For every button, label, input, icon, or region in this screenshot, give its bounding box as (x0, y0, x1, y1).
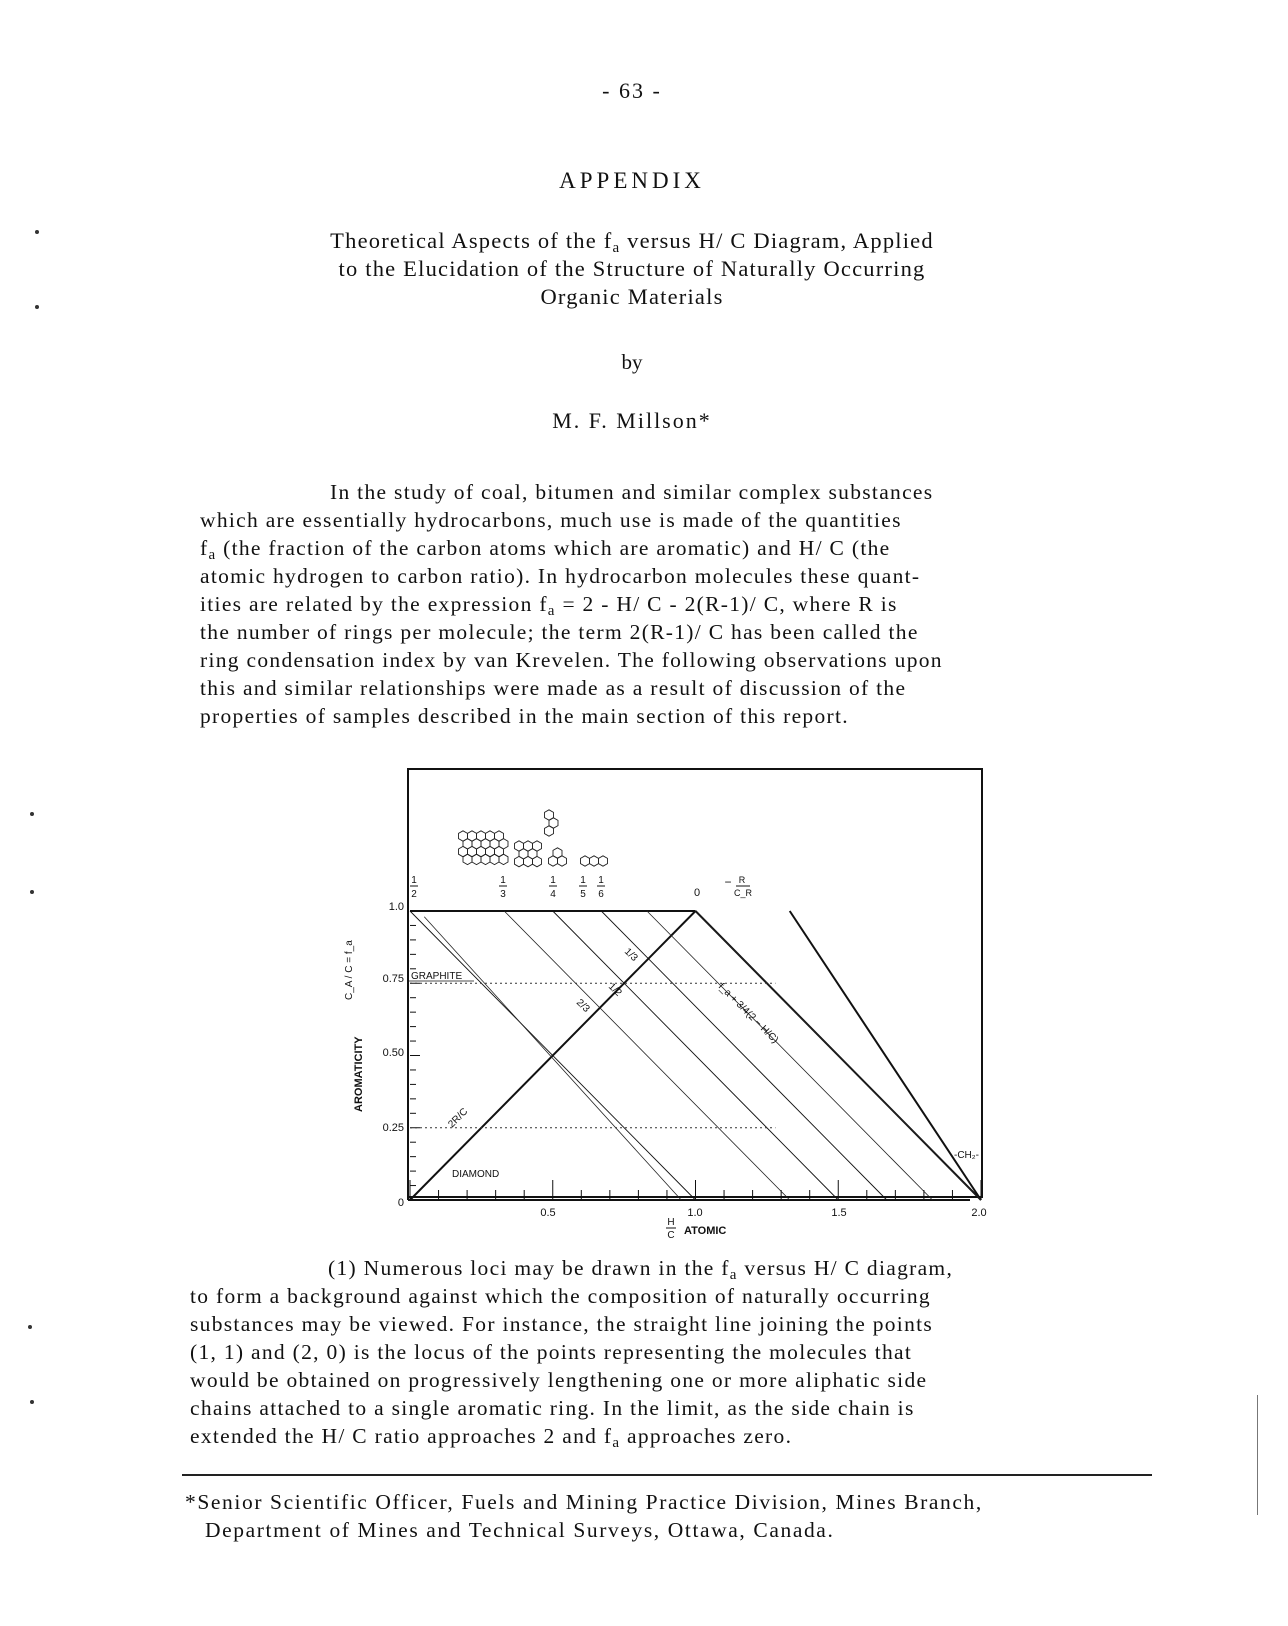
intro-line-3: $f_a$ (the fraction of the carbon atoms which are aromatic) and H/ C (the (200, 536, 891, 563)
intro-line-2: which are essentially hydrocarbons, much use is made of the quantities (200, 508, 902, 532)
intro-line-6: the number of rings per molecule; the term 2(R-1)/ C has been called the (200, 620, 919, 644)
scan-speck (30, 1400, 34, 1404)
y-tick-label: 1.0 (388, 901, 404, 913)
intro-line-4: atomic hydrogen to carbon ratio). In hydrocarbon molecules these quant- (200, 564, 921, 588)
locus-line (601, 911, 887, 1200)
hexagon-ring (499, 854, 508, 864)
footnote-line-2: Department of Mines and Technical Surveys, Ottawa, Canada. (205, 1518, 835, 1542)
ratio-sign: − (724, 875, 732, 889)
hexagon-ring (463, 854, 472, 864)
hexagon-ring (590, 856, 599, 866)
svg-text:1: 1 (550, 875, 556, 886)
obs-line-1: (1) Numerous loci may be drawn in the $f_a$ versus H/ C diagram, (328, 1256, 954, 1283)
hexagon-ring (515, 856, 524, 866)
scan-edge-line (1257, 1395, 1258, 1515)
x-axis-fraction-num: H (667, 1217, 675, 1228)
ch2-label: -CH₂- (954, 1150, 979, 1161)
diamond-label: DIAMOND (452, 1169, 500, 1180)
x-tick-label: 1.0 (687, 1207, 703, 1219)
scan-speck (30, 812, 34, 816)
svg-text:6: 6 (598, 889, 604, 900)
zero-label: 0 (693, 887, 701, 899)
title-line-1: Theoretical Aspects of the $f_a$ versus H/ C Diagram, Applied (330, 228, 934, 256)
ratio-num: R (738, 875, 746, 885)
top-fraction-labels (410, 875, 605, 900)
svg-text:1: 1 (411, 875, 417, 886)
scan-speck (35, 230, 39, 234)
title-line-3: Organic Materials (540, 284, 724, 309)
diag-label-3: 2/3 (573, 997, 592, 1015)
intro-line-8: this and similar relationships were made as a result of discussion of the (200, 676, 907, 700)
intro-line-5: ities are related by the expression $f_a = 2 - H/$ C - 2(R-1)/ C, where R is (200, 592, 898, 619)
obs-line-7: extended the H/ C ratio approaches 2 and $f_a$ approaches zero. (190, 1424, 793, 1451)
svg-text:2: 2 (411, 889, 417, 900)
scan-speck (28, 1325, 32, 1329)
y-tick-label: 0.50 (382, 1047, 404, 1059)
ratio-den: C_R (733, 888, 753, 898)
obs-line-6: chains attached to a single aromatic ring. In the limit, as the side chain is (190, 1396, 915, 1420)
hexagon-ring (490, 854, 499, 864)
svg-text:1: 1 (598, 875, 604, 886)
svg-text:3: 3 (500, 889, 506, 900)
curve-equation: f_a + 3/4(2 − H/C) (715, 981, 781, 1046)
hexagon-ring (553, 848, 562, 858)
scan-speck (30, 890, 34, 894)
y-axis-formula: C_A / C = f_a (344, 940, 355, 1000)
svg-text:1: 1 (580, 875, 586, 886)
locus-lines (410, 911, 981, 1200)
scan-speck (35, 305, 39, 309)
x-axis-fraction-den: C (667, 1230, 675, 1241)
byline: by (621, 350, 643, 374)
hexagon-ring (533, 856, 542, 866)
guide-line (647, 911, 933, 1200)
hexagon-ring (599, 856, 608, 866)
x-tick-label: 1.5 (831, 1207, 847, 1219)
locus-line (553, 911, 839, 1200)
obs-line-3: substances may be viewed. For instance, the straight line joining the points (190, 1312, 934, 1336)
author: M. F. Millson* (552, 408, 712, 433)
y-tick-label: 0.75 (382, 973, 404, 985)
intro-line-9: properties of samples described in the main section of this report. (200, 704, 849, 728)
diamond-slope-label: 2R/C (446, 1106, 471, 1131)
svg-text:1: 1 (500, 875, 506, 886)
hexagon-ring (472, 854, 481, 864)
footnote-rule (182, 1474, 1152, 1476)
diag-label-1: 1/3 (621, 946, 640, 964)
svg-text:5: 5 (580, 889, 586, 900)
x-tick-label: 2.0 (971, 1207, 987, 1219)
hexagon-ring (524, 856, 533, 866)
obs-line-5: would be obtained on progressively lengthening one or more aliphatic side (190, 1368, 928, 1392)
guide-line (504, 911, 790, 1200)
graphite-label: GRAPHITE (411, 971, 463, 982)
molecule-sketches (459, 810, 608, 867)
intro-line-7: ring condensation index by van Krevelen. The following observations upon (200, 648, 943, 672)
title-line-2: to the Elucidation of the Structure of Naturally Occurring (338, 256, 926, 281)
y-tick-label: 0 (397, 1197, 404, 1209)
hexagon-ring (581, 856, 590, 866)
y-tick-label: 0.25 (382, 1122, 404, 1134)
intro-line-1: In the study of coal, bitumen and similar complex substances (330, 480, 934, 504)
obs-line-2: to form a background against which the composition of naturally occurring (190, 1284, 931, 1308)
page-number: - 63 - (602, 78, 662, 103)
guide-line (696, 911, 982, 1200)
hexagon-ring (545, 826, 554, 836)
x-axis-label: ATOMIC (684, 1225, 727, 1237)
x-tick-label: 0.5 (540, 1207, 556, 1219)
obs-line-4: (1, 1) and (2, 0) is the locus of the points representing the molecules that (190, 1340, 913, 1364)
appendix-heading: APPENDIX (559, 168, 705, 193)
svg-text:4: 4 (550, 889, 556, 900)
fa-vs-hc-diagram (330, 760, 1010, 1241)
diag-label-2: 1/2 (605, 981, 624, 999)
footnote-line-1: *Senior Scientific Officer, Fuels and Mining Practice Division, Mines Branch, (185, 1490, 983, 1514)
guide-line (424, 917, 681, 1200)
y-axis-label: AROMATICITY (353, 1036, 365, 1112)
locus-line (790, 911, 981, 1200)
hexagon-ring (481, 854, 490, 864)
